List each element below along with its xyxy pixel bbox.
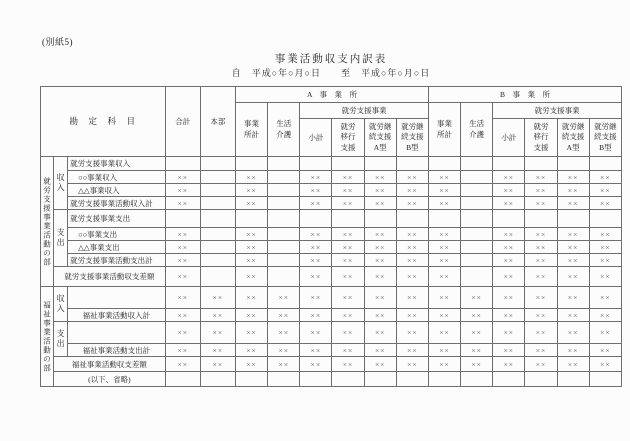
value-cell: ××	[235, 287, 267, 309]
row-label	[68, 287, 166, 309]
value-cell	[268, 372, 300, 387]
value-cell: ××	[364, 228, 396, 241]
value-cell: ××	[396, 184, 428, 197]
value-cell: ××	[525, 241, 557, 254]
value-cell: ××	[493, 357, 525, 372]
value-cell: ××	[165, 344, 200, 357]
value-cell	[493, 210, 525, 228]
value-cell: ××	[493, 241, 525, 254]
value-cell: ××	[165, 171, 200, 184]
value-cell: ××	[557, 171, 589, 184]
value-cell	[461, 241, 493, 254]
value-cell: ××	[300, 171, 332, 184]
table-row	[41, 267, 622, 287]
value-cell	[557, 372, 589, 387]
value-cell: ××	[200, 287, 235, 309]
header-life-care-b	[461, 103, 493, 157]
value-cell: ××	[525, 309, 557, 322]
value-cell: ××	[235, 357, 267, 372]
value-cell: ××	[332, 184, 364, 197]
value-cell: ××	[332, 287, 364, 309]
value-cell: ××	[396, 357, 428, 372]
value-cell: ××	[364, 184, 396, 197]
value-cell: ××	[428, 287, 460, 309]
value-cell: ××	[557, 309, 589, 322]
value-cell: ××	[235, 309, 267, 322]
value-cell: ××	[165, 357, 200, 372]
value-cell: ××	[589, 357, 621, 372]
appendix-note: (別紙5)	[42, 37, 73, 47]
value-cell: ××	[200, 309, 235, 322]
value-cell	[235, 157, 267, 171]
value-cell	[332, 157, 364, 171]
table-row	[41, 171, 622, 184]
table-row	[41, 287, 622, 309]
value-cell: ××	[235, 184, 267, 197]
value-cell: ××	[589, 267, 621, 287]
value-cell: ××	[165, 197, 200, 210]
value-cell: ××	[165, 254, 200, 267]
value-cell	[589, 210, 621, 228]
header-employment-support-a: 就労支援事業	[300, 103, 429, 119]
value-cell: ××	[165, 267, 200, 287]
value-cell: ××	[200, 357, 235, 372]
value-cell: ××	[332, 228, 364, 241]
flow-label: 支出	[54, 322, 68, 357]
row-label: 就労支援事業活動収支差額	[54, 267, 166, 287]
value-cell: ××	[364, 357, 396, 372]
value-cell	[332, 372, 364, 387]
value-cell	[461, 228, 493, 241]
header-type-b-b-label: 就労継続支援B型	[594, 122, 617, 152]
row-label: (以下、省略)	[54, 372, 166, 387]
value-cell: ××	[493, 197, 525, 210]
value-cell	[557, 157, 589, 171]
value-cell: ××	[493, 287, 525, 309]
header-office-b: B 事 業 所	[428, 87, 621, 103]
value-cell	[200, 228, 235, 241]
value-cell: ××	[300, 357, 332, 372]
header-office-total-a	[235, 103, 267, 157]
value-cell: ××	[396, 322, 428, 344]
value-cell: ××	[396, 228, 428, 241]
value-cell: ××	[493, 267, 525, 287]
row-label: △△事業支出	[68, 241, 166, 254]
value-cell: ××	[364, 267, 396, 287]
value-cell: ××	[557, 322, 589, 344]
header-life-care-a-label: 生活介護	[276, 119, 292, 139]
value-cell: ××	[332, 241, 364, 254]
header-life-care-b-label: 生活介護	[469, 119, 485, 139]
value-cell: ××	[493, 309, 525, 322]
value-cell: ××	[493, 171, 525, 184]
header-type-b-b	[589, 119, 621, 157]
value-cell	[165, 210, 200, 228]
header-subtotal-a: 小計	[300, 119, 332, 157]
header-headquarters: 本部	[200, 87, 235, 157]
value-cell: ××	[525, 197, 557, 210]
value-cell	[461, 197, 493, 210]
header-life-care-a	[268, 103, 300, 157]
value-cell	[461, 184, 493, 197]
table-body	[41, 157, 622, 387]
value-cell: ××	[525, 287, 557, 309]
header-type-b-a	[396, 119, 428, 157]
breakdown-table	[40, 86, 622, 387]
value-cell	[364, 372, 396, 387]
value-cell: ××	[300, 241, 332, 254]
value-cell: ××	[461, 287, 493, 309]
value-cell: ××	[364, 171, 396, 184]
value-cell: ××	[396, 171, 428, 184]
value-cell	[200, 210, 235, 228]
value-cell	[200, 372, 235, 387]
value-cell	[396, 157, 428, 171]
value-cell	[525, 157, 557, 171]
value-cell	[589, 372, 621, 387]
value-cell: ××	[428, 309, 460, 322]
table-row	[41, 197, 622, 210]
header-office-total-a-label: 事業所計	[244, 119, 260, 139]
value-cell: ××	[300, 309, 332, 322]
value-cell: ××	[589, 171, 621, 184]
value-cell: ××	[235, 228, 267, 241]
value-cell: ××	[396, 344, 428, 357]
row-label: 就労支援事業活動支出計	[68, 254, 166, 267]
value-cell: ××	[268, 357, 300, 372]
value-cell	[461, 372, 493, 387]
value-cell	[461, 267, 493, 287]
header-type-b-a-label: 就労継続支援B型	[401, 122, 424, 152]
header-transition-b	[525, 119, 557, 157]
value-cell: ××	[557, 267, 589, 287]
value-cell: ××	[235, 197, 267, 210]
value-cell	[268, 228, 300, 241]
header-transition-a-label: 就労移行支援	[340, 122, 356, 152]
value-cell: ××	[589, 254, 621, 267]
value-cell: ××	[428, 357, 460, 372]
value-cell: ××	[332, 171, 364, 184]
value-cell	[332, 210, 364, 228]
value-cell: ××	[332, 322, 364, 344]
value-cell: ××	[557, 228, 589, 241]
header-type-a-a	[364, 119, 396, 157]
value-cell: ××	[396, 254, 428, 267]
page-title: 事業活動収支内訳表	[274, 54, 388, 65]
value-cell: ××	[165, 287, 200, 309]
value-cell: ××	[493, 254, 525, 267]
header-row-1	[41, 87, 622, 103]
value-cell: ××	[332, 197, 364, 210]
value-cell	[461, 157, 493, 171]
value-cell	[200, 267, 235, 287]
value-cell	[396, 210, 428, 228]
value-cell: ××	[428, 197, 460, 210]
value-cell: ××	[428, 228, 460, 241]
value-cell: ××	[589, 322, 621, 344]
row-label: 就労支援事業支出	[68, 210, 166, 228]
value-cell	[235, 210, 267, 228]
value-cell	[268, 210, 300, 228]
value-cell	[461, 171, 493, 184]
value-cell: ××	[300, 344, 332, 357]
value-cell: ××	[364, 344, 396, 357]
header-office-total-b	[428, 103, 460, 157]
header-employment-support-b: 就労支援事業	[493, 103, 622, 119]
value-cell	[493, 157, 525, 171]
row-label: △△事業収入	[68, 184, 166, 197]
value-cell: ××	[396, 241, 428, 254]
value-cell: ××	[165, 228, 200, 241]
value-cell	[200, 197, 235, 210]
value-cell	[268, 157, 300, 171]
header-subtotal-b: 小計	[493, 119, 525, 157]
value-cell: ××	[493, 228, 525, 241]
value-cell: ××	[396, 267, 428, 287]
header-account-title: 勘 定 科 目	[41, 87, 166, 157]
value-cell	[300, 210, 332, 228]
value-cell	[268, 254, 300, 267]
value-cell: ××	[493, 344, 525, 357]
value-cell	[235, 372, 267, 387]
value-cell: ××	[525, 184, 557, 197]
row-label: 就労支援事業活動収入計	[68, 197, 166, 210]
table-row	[41, 254, 622, 267]
header-type-a-b	[557, 119, 589, 157]
table-row	[41, 228, 622, 241]
value-cell	[525, 210, 557, 228]
value-cell: ××	[428, 171, 460, 184]
value-cell: ××	[364, 241, 396, 254]
value-cell: ××	[235, 171, 267, 184]
value-cell: ××	[332, 357, 364, 372]
value-cell: ××	[557, 287, 589, 309]
value-cell: ××	[364, 322, 396, 344]
value-cell	[428, 157, 460, 171]
value-cell: ××	[364, 254, 396, 267]
value-cell	[557, 210, 589, 228]
value-cell: ××	[235, 241, 267, 254]
value-cell: ××	[589, 184, 621, 197]
value-cell: ××	[493, 184, 525, 197]
value-cell: ××	[525, 171, 557, 184]
value-cell: ××	[493, 322, 525, 344]
table-row	[41, 210, 622, 228]
value-cell: ××	[461, 344, 493, 357]
value-cell: ××	[332, 309, 364, 322]
value-cell: ××	[300, 322, 332, 344]
value-cell: ××	[300, 197, 332, 210]
header-total: 合計	[165, 87, 200, 157]
table-row	[41, 344, 622, 357]
category-label: 福祉事業活動の部	[41, 287, 54, 387]
table-row	[41, 241, 622, 254]
value-cell: ××	[589, 228, 621, 241]
value-cell	[461, 254, 493, 267]
value-cell	[300, 372, 332, 387]
value-cell: ××	[300, 184, 332, 197]
value-cell: ××	[300, 267, 332, 287]
value-cell	[300, 157, 332, 171]
value-cell: ××	[364, 309, 396, 322]
value-cell: ××	[300, 287, 332, 309]
value-cell	[165, 157, 200, 171]
header-type-a-a-label: 就労継続支援A型	[368, 122, 392, 152]
row-label: 就労支援事業収入	[68, 157, 166, 171]
value-cell: ××	[589, 287, 621, 309]
value-cell: ××	[396, 197, 428, 210]
value-cell	[428, 210, 460, 228]
value-cell	[461, 210, 493, 228]
value-cell	[165, 372, 200, 387]
value-cell: ××	[332, 254, 364, 267]
value-cell: ××	[428, 254, 460, 267]
value-cell: ××	[396, 309, 428, 322]
value-cell	[493, 372, 525, 387]
category-label: 就労支援事業活動の部	[41, 157, 54, 287]
row-label: 福祉事業活動収入計	[68, 309, 166, 322]
value-cell: ××	[525, 322, 557, 344]
value-cell: ××	[557, 254, 589, 267]
value-cell: ××	[557, 357, 589, 372]
header-transition-b-label: 就労移行支援	[533, 122, 549, 152]
value-cell	[525, 372, 557, 387]
row-label: 福祉事業活動支出計	[68, 344, 166, 357]
value-cell: ××	[300, 228, 332, 241]
value-cell: ××	[332, 344, 364, 357]
table-row	[41, 357, 622, 372]
value-cell: ××	[165, 241, 200, 254]
value-cell: ××	[165, 322, 200, 344]
header-office-total-b-label: 事業所計	[437, 119, 452, 139]
value-cell: ××	[165, 309, 200, 322]
value-cell: ××	[589, 309, 621, 322]
value-cell: ××	[200, 344, 235, 357]
value-cell	[396, 372, 428, 387]
value-cell: ××	[557, 241, 589, 254]
row-label: ○○事業収入	[68, 171, 166, 184]
value-cell: ××	[525, 228, 557, 241]
value-cell: ××	[268, 322, 300, 344]
header-type-a-b-label: 就労継続支援A型	[561, 122, 585, 152]
value-cell	[364, 157, 396, 171]
value-cell: ××	[461, 309, 493, 322]
value-cell: ××	[557, 184, 589, 197]
value-cell: ××	[461, 357, 493, 372]
value-cell: ××	[364, 197, 396, 210]
value-cell: ××	[200, 322, 235, 344]
value-cell	[200, 254, 235, 267]
value-cell: ××	[557, 197, 589, 210]
value-cell	[589, 157, 621, 171]
value-cell: ××	[235, 267, 267, 287]
value-cell: ××	[557, 344, 589, 357]
row-label: ○○事業支出	[68, 228, 166, 241]
value-cell: ××	[428, 344, 460, 357]
table-row	[41, 309, 622, 322]
value-cell	[200, 241, 235, 254]
value-cell: ××	[525, 254, 557, 267]
value-cell: ××	[428, 322, 460, 344]
value-cell: ××	[268, 309, 300, 322]
value-cell: ××	[235, 344, 267, 357]
flow-label: 支出	[54, 210, 68, 267]
value-cell: ××	[461, 322, 493, 344]
table-row	[41, 372, 622, 387]
value-cell: ××	[525, 357, 557, 372]
value-cell: ××	[235, 322, 267, 344]
value-cell: ××	[525, 267, 557, 287]
value-cell: ××	[300, 254, 332, 267]
header-office-a: A 事 業 所	[235, 87, 428, 103]
period-date-line: 自 平成○年○月○日 至 平成○年○月○日	[231, 68, 431, 78]
table-row	[41, 322, 622, 344]
table-row	[41, 157, 622, 171]
value-cell: ××	[332, 267, 364, 287]
value-cell	[428, 372, 460, 387]
value-cell	[200, 171, 235, 184]
value-cell: ××	[428, 267, 460, 287]
header-transition-a	[332, 119, 364, 157]
value-cell	[268, 171, 300, 184]
value-cell: ××	[364, 287, 396, 309]
value-cell	[268, 241, 300, 254]
value-cell	[268, 267, 300, 287]
row-label: 福祉事業活動収支差額	[54, 357, 166, 372]
value-cell: ××	[525, 344, 557, 357]
value-cell: ××	[396, 287, 428, 309]
value-cell: ××	[428, 241, 460, 254]
flow-label: 収入	[54, 157, 68, 210]
table-row	[41, 184, 622, 197]
value-cell: ××	[268, 287, 300, 309]
value-cell	[268, 197, 300, 210]
value-cell	[200, 157, 235, 171]
value-cell	[364, 210, 396, 228]
value-cell	[200, 184, 235, 197]
row-label	[68, 322, 166, 344]
value-cell: ××	[268, 344, 300, 357]
value-cell: ××	[428, 184, 460, 197]
value-cell	[268, 184, 300, 197]
value-cell: ××	[589, 344, 621, 357]
value-cell: ××	[589, 197, 621, 210]
value-cell: ××	[165, 184, 200, 197]
value-cell: ××	[589, 241, 621, 254]
flow-label: 収入	[54, 287, 68, 322]
value-cell: ××	[235, 254, 267, 267]
